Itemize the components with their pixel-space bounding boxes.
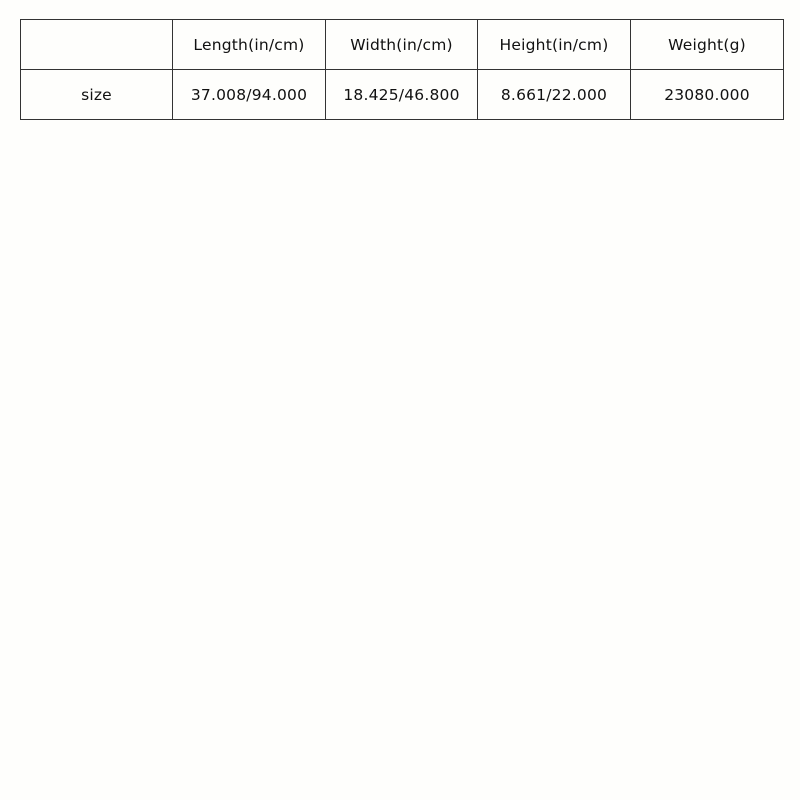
header-width: Width(in/cm) <box>326 20 478 70</box>
row-label-size: size <box>21 70 173 120</box>
cell-weight: 23080.000 <box>631 70 784 120</box>
table-row <box>21 70 784 120</box>
table-header-row <box>21 20 784 70</box>
header-weight: Weight(g) <box>631 20 784 70</box>
cell-length: 37.008/94.000 <box>173 70 326 120</box>
header-height: Height(in/cm) <box>478 20 631 70</box>
size-spec-table <box>20 19 784 120</box>
header-length: Length(in/cm) <box>173 20 326 70</box>
cell-height: 8.661/22.000 <box>478 70 631 120</box>
cell-width: 18.425/46.800 <box>326 70 478 120</box>
header-corner-cell <box>21 20 173 70</box>
